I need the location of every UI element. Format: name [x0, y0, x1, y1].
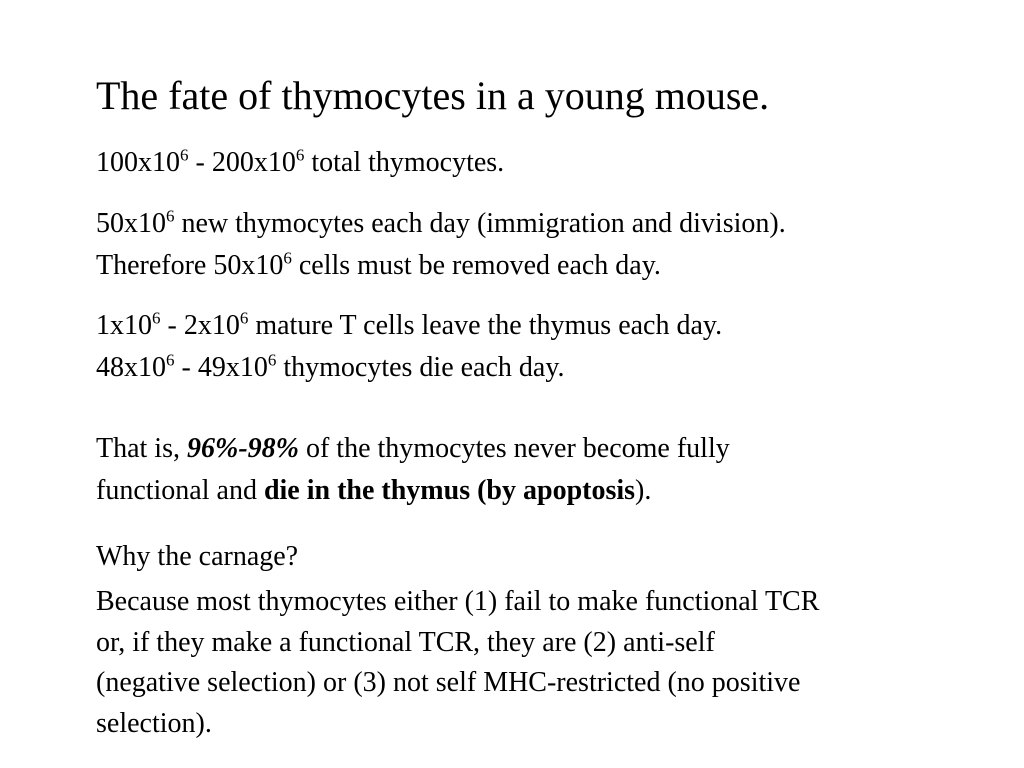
- die-low-exponent: 6: [166, 350, 175, 370]
- question-line: Why the carnage?: [96, 541, 299, 572]
- new-text: new thymocytes each day (immigration and division).: [174, 208, 786, 239]
- answer-line: or, if they make a functional TCR, they are (2) anti-self: [96, 626, 715, 658]
- die-text: thymocytes die each day.: [276, 352, 565, 383]
- total-low-base: 100x10: [96, 147, 180, 178]
- summary-block: [96, 428, 730, 512]
- functional-prefix: functional and: [96, 475, 264, 506]
- total-high-base: 200x10: [211, 147, 296, 178]
- daily-turnover-block: [96, 203, 786, 287]
- total-high-exponent: 6: [295, 145, 305, 165]
- fate-block: [96, 305, 722, 389]
- total-thymocytes-line: [96, 142, 504, 184]
- functional-period: .: [644, 475, 652, 506]
- functional-line: [96, 470, 730, 512]
- removed-base: 50x10: [213, 250, 284, 281]
- answer-paragraph: [96, 582, 819, 744]
- mature-low-exponent: 6: [152, 308, 161, 328]
- die-high-exponent: 6: [267, 350, 277, 370]
- mature-cells-line: [96, 305, 722, 347]
- answer-line: (negative selection) or (3) not self MHC-restricted (no positive: [96, 667, 801, 698]
- answer-line: Because most thymocytes either (1) fail to make functional TCR: [96, 586, 820, 617]
- removed-prefix: Therefore: [96, 250, 214, 281]
- mature-high-base: 2x10: [183, 310, 240, 341]
- removed-text: cells must be removed each day.: [291, 250, 661, 281]
- that-is-line: [96, 428, 730, 470]
- percent-emphasis: 96%-98%: [187, 433, 299, 464]
- new-exponent: 6: [166, 206, 175, 226]
- total-low-exponent: 6: [180, 145, 189, 165]
- that-is-suffix: of the thymocytes never become fully: [298, 433, 730, 464]
- die-range-separator: -: [174, 352, 198, 383]
- die-high-base: 49x10: [197, 352, 268, 383]
- apoptosis-emphasis: die in the thymus (by apoptosis: [263, 475, 636, 506]
- die-line: [96, 347, 722, 389]
- removed-exponent: 6: [283, 248, 292, 268]
- total-text: total thymocytes.: [304, 147, 505, 178]
- mature-range-separator: -: [160, 310, 184, 341]
- functional-close-paren: ): [635, 475, 645, 506]
- mature-high-exponent: 6: [239, 308, 249, 328]
- new-thymocytes-line: [96, 203, 786, 245]
- that-is-prefix: That is,: [96, 433, 187, 464]
- mature-low-base: 1x10: [96, 310, 152, 341]
- mature-text: mature T cells leave the thymus each day.: [248, 310, 723, 341]
- new-base: 50x10: [96, 208, 166, 239]
- total-range-separator: -: [188, 147, 212, 178]
- die-low-base: 48x10: [96, 352, 166, 383]
- slide-title: The fate of thymocytes in a young mouse.: [96, 73, 770, 118]
- removed-cells-line: [96, 245, 786, 287]
- answer-line: selection).: [96, 707, 212, 739]
